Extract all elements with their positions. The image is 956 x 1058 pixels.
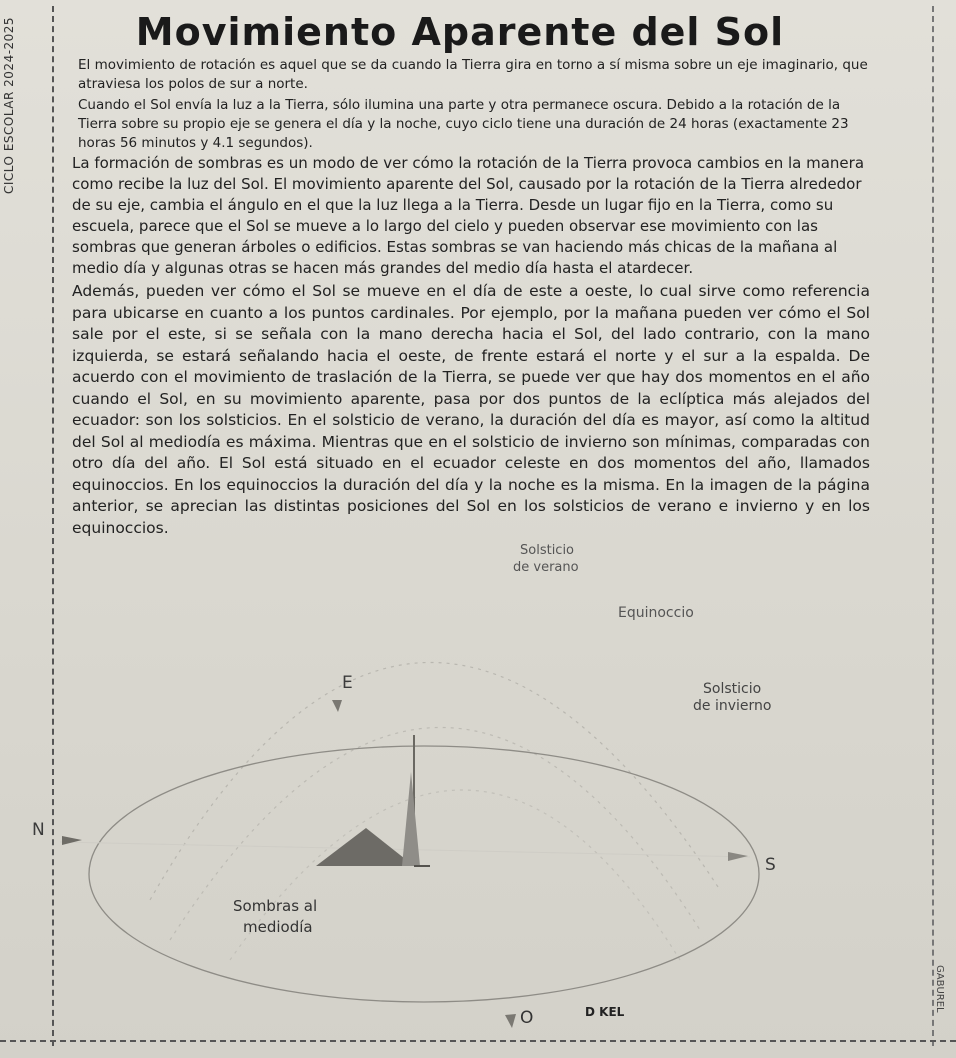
- horizon-ellipse: [89, 746, 759, 1002]
- paragraph-rotation: El movimiento de rotación es aquel que se da cuando la Tierra gira en torno a sí misma sobre un eje imaginario, que atraviesa los polos de sur a norte.: [78, 57, 868, 92]
- summer-arc: [150, 662, 720, 900]
- winter-solstice-label-1: Solsticio: [703, 681, 762, 697]
- south-arrow: [728, 852, 748, 861]
- paragraph-shadows: La formación de sombras es un modo de ver cómo la rotación de la Tierra provoca cambios en la manera como recibe la luz del Sol. El movimiento aparente del Sol, causado por la rotación de la Tierra alrededor de su eje, cambia el ángulo en el que la luz llega a la Tierra. Desde un lugar fijo en la Tierra, como su escuela, parece que el Sol se mueve a lo largo del cielo y pueden observar ese movimiento con las sombras que generan árboles o edificios. Estas sombras se van haciendo más chicas de la mañana al medio día y algunas otras se hacen más grandes del medio día hasta el atardecer.: [72, 154, 865, 277]
- summer-solstice-label-1: Solsticio: [520, 543, 575, 558]
- south-label: S: [765, 855, 776, 875]
- north-arrow: [62, 836, 82, 845]
- equinox-label: Equinoccio: [618, 605, 694, 621]
- north-label: N: [32, 820, 45, 840]
- east-label: E: [342, 673, 353, 693]
- shadow-winter: [316, 828, 414, 866]
- school-cycle-label: CICLO ESCOLAR 2024-2025: [2, 16, 16, 194]
- summer-solstice-label-2: de verano: [513, 560, 579, 575]
- east-arrow: [332, 700, 342, 712]
- paragraph-solstices: Además, pueden ver cómo el Sol se mueve en el día de este a oeste, lo cual sirve como referencia para ubicarse en cuanto a los puntos cardinales. Por ejemplo, por la mañana pueden ver cómo el Sol sale por el este, si se señala con la mano derecha hacia el Sol, del lado contrario, con la mano izquierda, se estará señalando hacia el oeste, de frente estará el norte y el sur a la espalda. De acuerdo con el movimiento de traslación de la Tierra, se puede ver que hay dos momentos en el año cuando el Sol, en su movimiento aparente, pasa por dos puntos de la eclíptica más alejados del ecuador: son los solsticios. En el solsticio de verano, la duración del día es mayor, así como la altitud del Sol al mediodía es máxima. Mientras que en el solsticio de invierno son mínimas, comparadas con otro día del año. El Sol está situado en el ecuador celeste en dos momentos del año, llamados equinoccios. En los equinoccios la duración del día y la noche es la misma. En la imagen de la página anterior, se aprecian las distintas posiciones del Sol en los solsticios de verano e invierno y en los equinoccios.: [72, 282, 870, 537]
- brand-side-label: GABUREL: [934, 965, 945, 1013]
- west-label: O: [520, 1008, 534, 1028]
- shadow-equinox: [402, 772, 420, 866]
- paragraph-day-night: Cuando el Sol envía la luz a la Tierra, sólo ilumina una parte y otra permanece oscura. Debido a la rotación de la Tierra sobre su propio eje se genera el día y la noche, cuyo ciclo tiene una duración de 24 horas (exactamente 23 horas 56 minutos y 4.1 segundos).: [78, 97, 849, 151]
- winter-solstice-label-2: de invierno: [693, 698, 772, 714]
- publisher-logo: D KEL: [585, 1005, 625, 1019]
- west-arrow: [505, 1014, 516, 1028]
- page-title: Movimiento Aparente del Sol: [135, 10, 785, 54]
- shadows-label-1: Sombras al: [233, 897, 318, 915]
- shadows-label-2: mediodía: [243, 918, 313, 936]
